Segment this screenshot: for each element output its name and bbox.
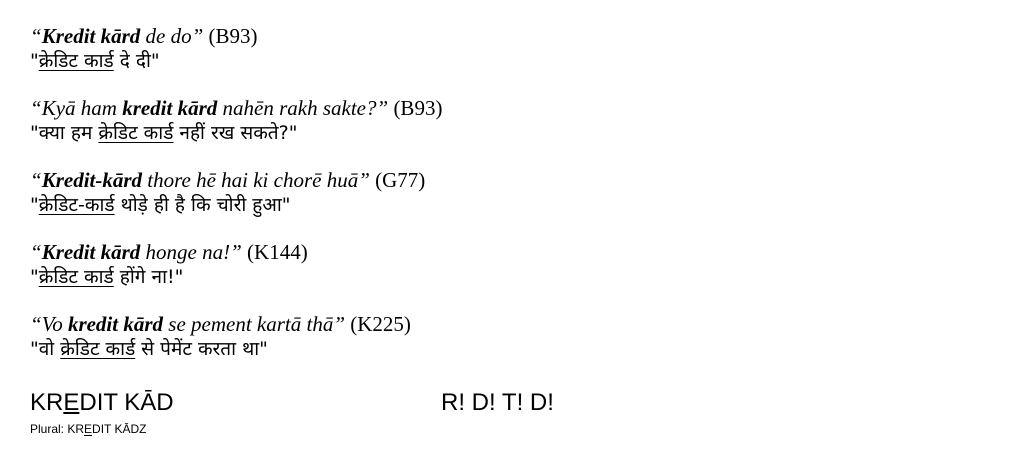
plural-label: Plural: [30,422,68,436]
plural-stressed-letter: E [84,422,93,436]
devanagari-line [30,192,425,218]
transliteration-suffix: honge na!” [140,240,242,264]
headword-stressed-letter: E [63,389,80,416]
transliteration-line: “Kredit kārd honge na!” (K144) [30,240,308,264]
source-reference: (B93) [393,96,443,120]
devanagari-line [30,264,308,290]
devanagari-keyword: क्रेडिट कार्ड [38,266,114,288]
devanagari-keyword: क्रेडिट कार्ड [38,50,114,72]
transliteration-keyword: Kredit kārd [41,240,141,264]
transliteration-suffix: nahēn rakh sakte?” [217,96,389,120]
headword-part-2: DIT KĀD [79,389,174,416]
transliteration-line: “Kredit-kārd thore hē hai ki chorē huā” (G77) [30,168,426,192]
devanagari-line [30,120,442,146]
transliteration-prefix: Kyā ham [41,96,123,120]
rhythm-pattern: R! D! T! D! [441,389,554,416]
devanagari-line [30,48,258,74]
devanagari-prefix: " [30,194,39,216]
plural-form [30,422,147,436]
headword-part-1: KR [30,389,64,416]
devanagari-prefix: " [30,266,39,288]
transliteration-line: “Kyā ham kredit kārd nahēn rakh sakte?” (B93) [30,96,443,120]
devanagari-keyword: क्रेडिट-कार्ड [38,194,115,216]
devanagari-prefix: " [30,50,39,72]
source-reference: (K144) [247,240,308,264]
transliteration-suffix: de do” [140,24,204,48]
devanagari-suffix: से पेमेंट करता था" [135,338,268,360]
devanagari-keyword: क्रेडिट कार्ड [98,122,174,144]
transliteration-suffix: thore hē hai ki chorē huā” [142,168,370,192]
example-entry-3 [30,168,425,218]
transliteration-keyword: Kredit-kārd [41,168,143,192]
example-entry-2 [30,96,442,146]
transliteration-line: “Vo kredit kārd se pement kartā thā” (K225) [30,312,411,336]
transliteration-keyword: Kredit kārd [41,24,141,48]
source-reference: (G77) [375,168,426,192]
transliteration-keyword: kredit kārd [67,312,164,336]
example-entry-1 [30,24,258,74]
devanagari-suffix: नहीं रख सकते?" [173,122,298,144]
transliteration-keyword: kredit kārd [122,96,218,120]
source-reference: (K225) [350,312,411,336]
devanagari-suffix: थोड़े ही है कि चोरी हुआ" [114,194,291,216]
devanagari-suffix: दे दी" [113,50,160,72]
devanagari-prefix: "वो [30,338,61,360]
devanagari-prefix: "क्या हम [30,122,99,144]
plural-part-1: KR [67,422,85,436]
transliteration-suffix: se pement kartā thā” [163,312,346,336]
devanagari-line [30,336,411,362]
devanagari-suffix: होंगे ना!" [113,266,184,288]
example-entry-4 [30,240,308,290]
devanagari-keyword: क्रेडिट कार्ड [60,338,136,360]
example-entry-5 [30,312,411,362]
plural-part-2: DIT KĀDZ [92,422,147,436]
source-reference: (B93) [208,24,258,48]
transliteration-prefix: Vo [41,312,68,336]
headword [30,389,174,417]
transliteration-line: “Kredit kārd de do” (B93) [30,24,258,48]
